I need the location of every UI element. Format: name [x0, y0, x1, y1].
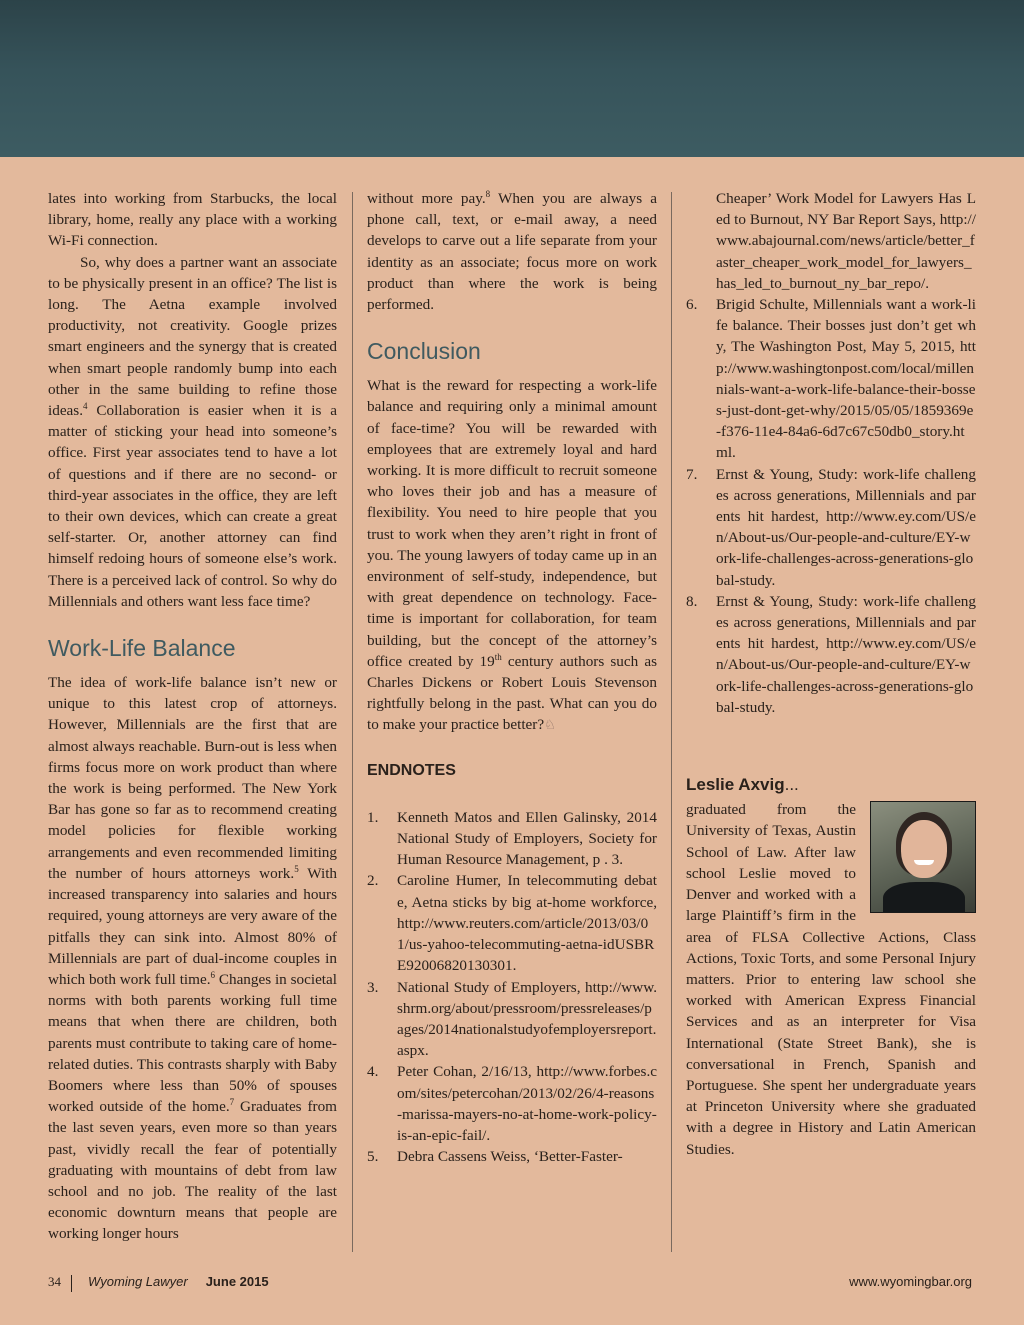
author-photo — [870, 801, 976, 913]
paragraph: without more pay.$^8$ When you are always a phone call, text, or e-mail away, a need develops to carve out a life separate from your identity as an associate; focus more on work product than where the work is being performed. — [367, 188, 657, 314]
footnote-ref: 4 — [83, 400, 88, 411]
column-divider — [671, 192, 672, 1252]
header-color-band — [0, 0, 1024, 157]
column-divider — [352, 192, 353, 1252]
endnote-item: 5. Debra Cassens Weiss, ‘Better-Faster- — [367, 1148, 623, 1166]
publication-name: Wyoming Lawyer — [88, 1274, 188, 1289]
endnote-item: 2. Caroline Humer, In telecommuting debate, Aetna sticks by big at-home workforce, http://www.reuters.com/article/2013/03/01/us-yahoo-telecommuting-aetna-idUSBRE92006820130301. — [367, 872, 657, 975]
paragraph: So, why does a partner want an associate to be physically present in an office? The list is long. The Aetna example involved productivity, not creativity. Google prizes smart engineers and the synergy that is created when smart people randomly bump into each other in the same building to refine those ideas.$^4$ Collaboration is easier when it is a matter of sticking your head into someone’s office. First year associates tend to have a lot of questions and if there are no second- or third-year associates in the office, they are left to their own devices, which can create a great self-starter. Or, another attorney can find himself redoing hours of someone else’s work. There is a perceived lack of control. So why do Millennials and others want less face time? — [48, 253, 337, 610]
footnote-ref: 5 — [294, 863, 299, 874]
endnote-item: 6. Brigid Schulte, Millennials want a work-life balance. Their bosses just don’t get why, The Washington Post, May 5, 2015, http://www.washingtonpost.com/local/millennials-want-a-work-life-balance-their-bosses-just-dont-get-why/2015/05/05/1859369e-f376-11e4-84a6-6d7c67c50db0_story.html. — [686, 296, 976, 462]
article-column-3 — [686, 188, 976, 1160]
footnote-ref: 6 — [210, 969, 216, 980]
endnote-item: 7. Ernst & Young, Study: work-life challenges across generations, Millennials and parents hit hardest, http://www.ey.com/US/en/About-us/Our-people-and-culture/EY-work-life-challenges-across-generations-global-study. — [686, 465, 976, 589]
footer-divider — [71, 1275, 72, 1292]
endnote-item: 4. Peter Cohan, 2/16/13, http://www.forbes.com/sites/petercohan/2013/02/26/4-reasons-marissa-mayers-no-at-home-work-policy-is-an-epic-fail/. — [367, 1063, 657, 1144]
footnote-ref: 7 — [229, 1097, 235, 1108]
article-column-1 — [48, 188, 337, 1245]
endnotes-heading: ENDNOTES — [367, 761, 456, 779]
section-heading-conclusion: Conclusion — [367, 338, 481, 365]
footnote-ref: 8 — [485, 188, 491, 199]
paragraph: What is the reward for respecting a work-life balance and requiring only a minimal amount of face-time? You will be rewarded with employees that are extremely loyal and hard working. It is more difficult to recruit someone who loves their job and has a measure of flexibility. You need to hire people that you trust to work when they aren’t right in front of you. The young lawyers of today came up in an environment of self-study, independence, but with great dependence on technology. Face-time is important for collaboration, for team building, but the concept of the attorney’s office created by 19th century authors such as Charles Dickens or Robert Louis Stevenson rightfully belong in the past. What can you do to make your practice better?♘ — [367, 377, 657, 734]
superscript: th — [494, 651, 502, 662]
endnotes-list — [367, 807, 657, 1167]
section-heading-work-life-balance: Work-Life Balance — [48, 635, 236, 662]
endnotes-list — [686, 294, 976, 718]
author-bio: graduated from the University of Texas, Austin School of Law. After law school Leslie moved to Denver and worked with a large Plaintiff’s firm in the area of FLSA Collective Actions, Class Actions, Toxic Torts, and some Personal Injury matters. Prior to entering law school she worked with American Express Financial Services and as an interpreter for Visa International (State Street Bank), she is conversational in French, Spanish and Portuguese. She spent her undergraduate years at Princeton University where she graduated with a degree in History and Latin American Studies. — [686, 801, 976, 1158]
page-footer — [48, 1274, 269, 1292]
endnote-item: 1. Kenneth Matos and Ellen Galinsky, 2014 National Study of Employers, Society for Human Resource Management, p . 3. — [367, 808, 657, 869]
article-column-2 — [367, 188, 657, 1167]
paragraph: lates into working from Starbucks, the local library, home, really any place with a working Wi-Fi connection. — [48, 190, 337, 250]
endnote-continuation: Cheaper’ Work Model for Lawyers Has Led to Burnout, NY Bar Report Says, http://www.abajournal.com/news/article/better_faster_cheaper_work_model_for_lawyers_has_led_to_burnout_ny_bar_repo/. — [716, 190, 976, 292]
endnote-item: 8. Ernst & Young, Study: work-life challenges across generations, Millennials and parents hit hardest, http://www.ey.com/US/en/About-us/Our-people-and-culture/EY-work-life-challenges-across-generations-global-study. — [686, 592, 976, 716]
website-link[interactable]: www.wyomingbar.org — [849, 1274, 972, 1289]
paragraph: The idea of work-life balance isn’t new or unique to this latest crop of attorneys. However, Millennials are the first that are almost always reachable. Burn-out is less when firms focus more on work product than where the work is being performed. The New York Bar has gone so far as to recommend creating model policies for flexible working arrangements and even recommended limiting the number of hours attorneys work.$^5$ With increased transparency into salaries and hours required, young attorneys are very aware of the pitfalls they can sink into. Almost 80% of Millennials are part of dual-income couples in which both work full time.$^6$ Changes in societal norms with both parents working full time means that when there are children, both parents must contribute to taking care of home-related duties. This contrasts sharply with Baby Boomers where less than 50% of spouses worked outside of the home.$^7$ Graduates from the last seven years, even more so than years past, vividly recall the fear of potentially graduating with mountains of debt from law school and no job. The reality of the last economic downturn means that people are working longer hours — [48, 674, 338, 1243]
end-mark-icon: ♘ — [544, 717, 556, 733]
author-name: Leslie Axvig... — [686, 775, 799, 795]
issue-date: June 2015 — [205, 1274, 269, 1289]
page-number: 34 — [48, 1274, 61, 1289]
endnote-item: 3. National Study of Employers, http://www.shrm.org/about/pressroom/pressreleases/pages/2014nationalstudyofemployersreport.aspx. — [367, 978, 657, 1060]
